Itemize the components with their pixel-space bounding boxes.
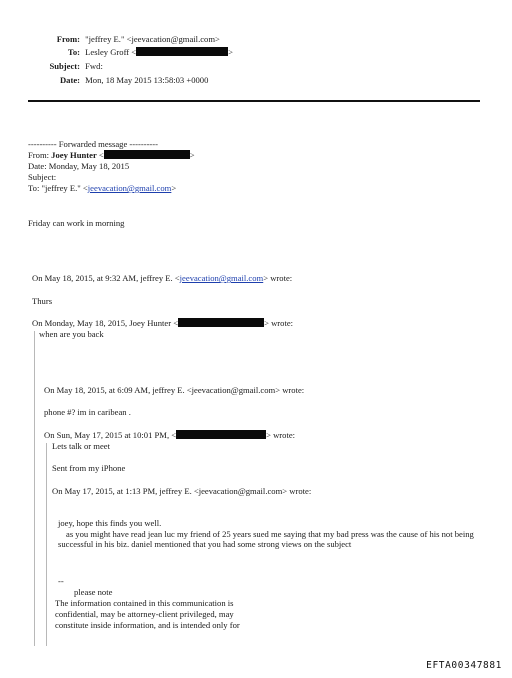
- signature-dash: --: [58, 576, 64, 586]
- header-subject-label: Subject:: [49, 61, 80, 71]
- forward-from-lt: <: [96, 150, 104, 160]
- signature-note: please note: [74, 587, 113, 597]
- header-to-row: [0, 47, 233, 57]
- header-divider: [28, 100, 480, 102]
- quote6-header: On May 17, 2015, at 1:13 PM, jeffrey E. <jeevacation@gmail.com> wrote:: [52, 486, 312, 496]
- quote2-header: [32, 318, 293, 328]
- forward-to-prefix: To: "jeffrey E." <: [28, 183, 88, 193]
- header-from-row: [0, 34, 220, 44]
- forward-date-line: Date: Monday, May 18, 2015: [28, 161, 130, 171]
- forward-from-prefix: From:: [28, 150, 52, 160]
- quote5-body: Sent from my iPhone: [52, 463, 126, 473]
- forward-from-name: Joey Hunter: [51, 150, 97, 160]
- quote2-suffix: > wrote:: [264, 318, 294, 328]
- forward-from-close: >: [189, 150, 195, 160]
- quote6-paragraph: as you might have read jean luc my friend of 25 years sued me saying that my bad press was the cause of his not being successful in his biz. daniel mentioned that you had some strong views on the subject: [58, 529, 474, 550]
- quote4-header: [44, 430, 295, 440]
- quote1-header: [32, 273, 292, 283]
- header-from-value: "jeffrey E." <jeevacation@gmail.com>: [85, 34, 220, 44]
- quote1-email-link[interactable]: jeevacation@gmail.com: [179, 273, 264, 283]
- header-to-value: Lesley Groff <: [85, 47, 137, 57]
- quote6-greeting: joey, hope this finds you well.: [58, 518, 162, 528]
- header-date-label: Date:: [59, 75, 80, 85]
- quote1-body: Thurs: [32, 296, 53, 306]
- header-to-close: >: [228, 47, 233, 57]
- signature-line-2: confidential, may be attorney-client privileged, may: [55, 609, 234, 619]
- forward-separator: ---------- Forwarded message ----------: [28, 139, 159, 149]
- forward-to-row: [28, 183, 176, 193]
- quote1-suffix: > wrote:: [263, 273, 293, 283]
- redaction-bar: [104, 150, 190, 159]
- signature-line-1: The information contained in this communication is: [55, 598, 234, 608]
- header-date-row: [0, 75, 208, 85]
- quote2-body: when are you back: [39, 329, 104, 339]
- redaction-bar: [178, 318, 264, 327]
- redaction-bar: [136, 47, 228, 56]
- quote1-prefix: On May 18, 2015, at 9:32 AM, jeffrey E. <: [32, 273, 180, 283]
- quote3-header: On May 18, 2015, at 6:09 AM, jeffrey E. <jeevacation@gmail.com> wrote:: [44, 385, 305, 395]
- quote2-prefix: On Monday, May 18, 2015, Joey Hunter <: [32, 318, 179, 328]
- signature-line-3: constitute inside information, and is intended only for: [55, 620, 240, 630]
- header-subject-row: [0, 61, 103, 71]
- quote-bar-inner: [46, 443, 47, 646]
- redaction-bar: [176, 430, 266, 439]
- quote4-body: Lets talk or meet: [52, 441, 110, 451]
- quote3-body: phone #? im in caribean .: [44, 407, 131, 417]
- forward-body: Friday can work in morning: [28, 218, 125, 228]
- quote4-suffix: > wrote:: [266, 430, 296, 440]
- forward-to-email-link[interactable]: jeevacation@gmail.com: [87, 183, 172, 193]
- quote4-prefix: On Sun, May 17, 2015 at 10:01 PM, <: [44, 430, 177, 440]
- header-subject-value: Fwd:: [85, 61, 103, 71]
- quote-bar-outer: [34, 331, 35, 646]
- header-from-label: From:: [56, 34, 80, 44]
- forward-from-row: [28, 150, 195, 160]
- forward-to-close: >: [171, 183, 177, 193]
- header-date-value: Mon, 18 May 2015 13:58:03 +0000: [85, 75, 209, 85]
- forward-subject-line: Subject:: [28, 172, 57, 182]
- header-to-label: To:: [67, 47, 80, 57]
- bates-number: EFTA00347881: [426, 660, 502, 671]
